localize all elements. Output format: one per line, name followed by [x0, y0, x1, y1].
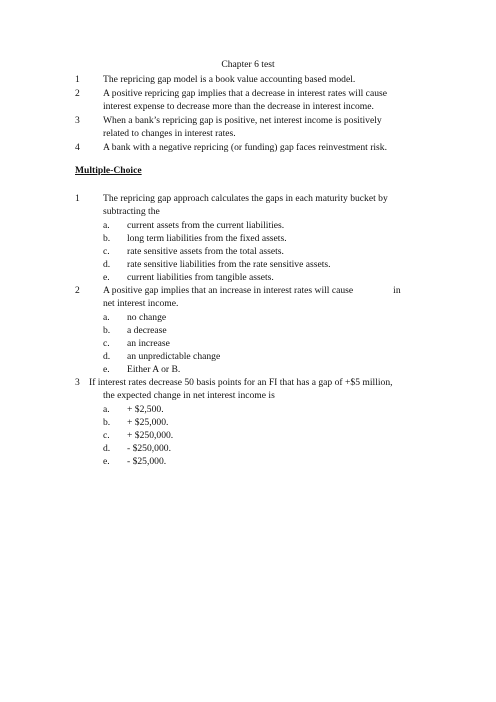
question-stem: [103, 285, 401, 297]
option-letter: b.: [103, 233, 111, 244]
option-text: rate sensitive liabilities from the rate sensitive assets.: [127, 259, 331, 270]
option-letter: d.: [103, 443, 111, 454]
option-letter: a.: [103, 220, 110, 231]
section-heading: Multiple-Choice: [75, 165, 142, 176]
option-text: - $25,000.: [127, 456, 167, 467]
option-letter: c.: [103, 246, 110, 257]
option-letter: a.: [103, 404, 110, 415]
question-text-continued: related to changes in interest rates.: [103, 128, 236, 139]
question-stem: If interest rates decrease 50 basis points for an FI that has a gap of +$5 million,: [89, 377, 393, 388]
option-text: Either A or B.: [127, 364, 181, 375]
question-number: 4: [75, 142, 80, 153]
option-text: long term liabilities from the fixed assets.: [127, 233, 287, 244]
option-letter: c.: [103, 430, 110, 441]
option-letter: e.: [103, 456, 110, 467]
option-text: a decrease: [127, 325, 167, 336]
option-letter: e.: [103, 272, 110, 283]
question-stem-part: in: [393, 285, 401, 296]
option-letter: c.: [103, 338, 110, 349]
question-number: 1: [75, 74, 80, 85]
question-text: When a bank’s repricing gap is positive, net interest income is positively: [103, 115, 382, 126]
question-number: 3: [75, 115, 80, 126]
question-text: A positive repricing gap implies that a decrease in interest rates will cause: [103, 88, 387, 99]
option-text: + $250,000.: [127, 430, 174, 441]
option-text: current assets from the current liabilities.: [127, 220, 285, 231]
question-stem-part: A positive gap implies that an increase in interest rates will cause: [103, 285, 354, 296]
option-letter: e.: [103, 364, 110, 375]
question-stem-continued: net interest income.: [103, 298, 179, 309]
option-text: - $250,000.: [127, 443, 171, 454]
question-stem: The repricing gap approach calculates the gaps in each maturity bucket by: [103, 193, 388, 204]
option-letter: a.: [103, 312, 110, 323]
option-text: an increase: [127, 338, 170, 349]
question-number: 2: [75, 285, 80, 296]
question-stem-continued: subtracting the: [103, 206, 160, 217]
option-letter: b.: [103, 325, 111, 336]
question-text-continued: interest expense to decrease more than the decrease in interest income.: [103, 101, 374, 112]
page-title: Chapter 6 test: [221, 59, 275, 70]
question-number: 1: [75, 193, 80, 204]
option-text: no change: [127, 312, 167, 323]
option-letter: d.: [103, 351, 111, 362]
option-text: current liabilities from tangible assets.: [127, 272, 274, 283]
option-text: + $25,000.: [127, 417, 169, 428]
option-text: + $2,500.: [127, 404, 164, 415]
question-number: 3: [75, 377, 80, 388]
question-text: A bank with a negative repricing (or funding) gap faces reinvestment risk.: [103, 142, 387, 153]
question-stem-continued: the expected change in net interest income is: [103, 390, 275, 401]
option-letter: b.: [103, 417, 111, 428]
question-number: 2: [75, 88, 80, 99]
question-text: The repricing gap model is a book value accounting based model.: [103, 74, 356, 85]
option-text: rate sensitive assets from the total assets.: [127, 246, 284, 257]
option-letter: d.: [103, 259, 111, 270]
option-text: an unpredictable change: [127, 351, 221, 362]
